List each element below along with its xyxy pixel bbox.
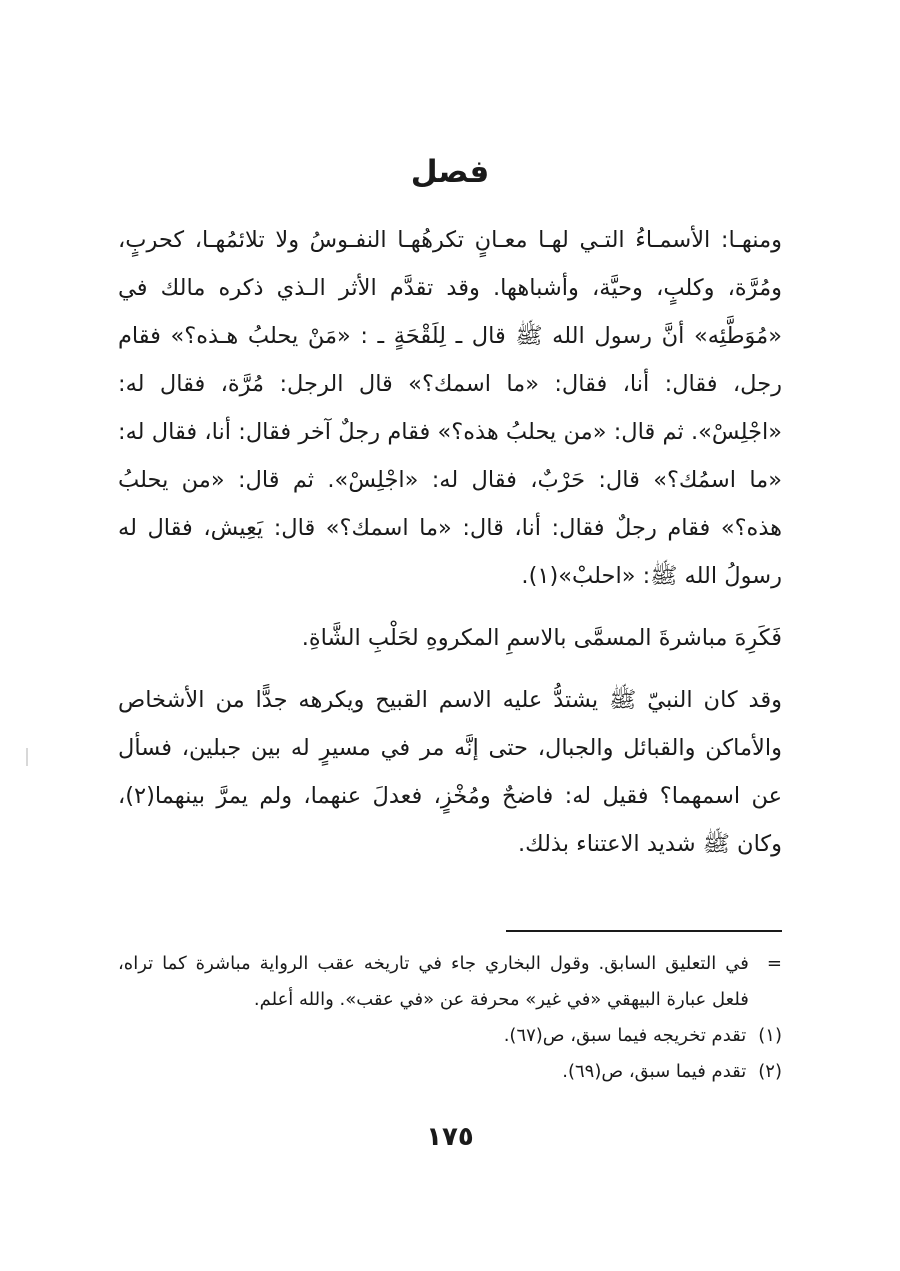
footnote-2-number: (٢) xyxy=(758,1061,782,1082)
scan-margin-mark xyxy=(26,748,28,766)
book-page xyxy=(118,150,782,1210)
body-paragraph-3: وقد كان النبيّ ﷺ يشتدُّ عليه الاسم القبيح ويكرهه جدًّا من الأشخاص والأماكن والقبائل والجبال، حتى إنَّه مر في مسيرٍ له بين جبلين، فسأل عن اسمهما؟ فقيل له: فاضحٌ ومُخْزٍ، فعدلَ عنهما، ولم يمرَّ بينهما(٢)، وكان ﷺ شديد الاعتناء بذلك. xyxy=(118,687,782,857)
footnote-2 xyxy=(118,1054,782,1090)
chapter-heading: فصل xyxy=(410,154,490,190)
footnote-1-text: تقدم تخريجه فيما سبق، ص(٦٧). xyxy=(503,1025,747,1046)
footnote-continuation xyxy=(118,946,782,1018)
footnote-1-number: (١) xyxy=(758,1025,782,1046)
footnote-separator-wrap xyxy=(118,868,782,946)
body-paragraph-1: ومنهـا: الأسمـاءُ التـي لهـا معـانٍ تكرهُهـا النفـوسُ ولا تلائمُهـا، كحربٍ، ومُرَّة، وكلبٍ، وحيَّة، وأشباهها. وقد تقدَّم الأثر الـذي ذكره مالك في «مُوَطَّئِه» أنَّ رسول الله ﷺ قال ـ لِلَقْحَةٍ ـ : «مَنْ يحلبُ هـذه؟» فقام رجل، فقال: أنا، فقال: «ما اسمك؟» قال الرجل: مُرَّة، فقال له: «اجْلِسْ». ثم قال: «من يحلبُ هذه؟» فقام رجلٌ آخر فقال: أنا، فقال له: «ما اسمُك؟» قال: حَرْبٌ، فقال له: «اجْلِسْ». ثم قال: «من يحلبُ هذه؟» فقام رجلٌ فقال: أنا، قال: «ما اسمك؟» قال: يَعِيش، فقال له رسولُ الله ﷺ: «احلبْ»(١). xyxy=(118,227,782,589)
page-number: ١٧٥ xyxy=(426,1122,474,1152)
footnote-continuation-text: في التعليق السابق. وقول البخاري جاء في تاريخه عقب الرواية مباشرة كما تراه، فلعل عبارة البيهقي «في غير» محرفة عن «في عقب». والله أعلم. xyxy=(118,953,749,1010)
footnote-2-text: تقدم فيما سبق، ص(٦٩). xyxy=(562,1061,747,1082)
footnote-continuation-marker: = xyxy=(766,953,782,974)
footnote-1 xyxy=(118,1018,782,1054)
footnote-separator xyxy=(506,930,782,932)
body-paragraph-2: فَكَرِهَ مباشرةَ المسمَّى بالاسمِ المكروهِ لحَلْبِ الشَّاةِ. xyxy=(301,625,782,651)
